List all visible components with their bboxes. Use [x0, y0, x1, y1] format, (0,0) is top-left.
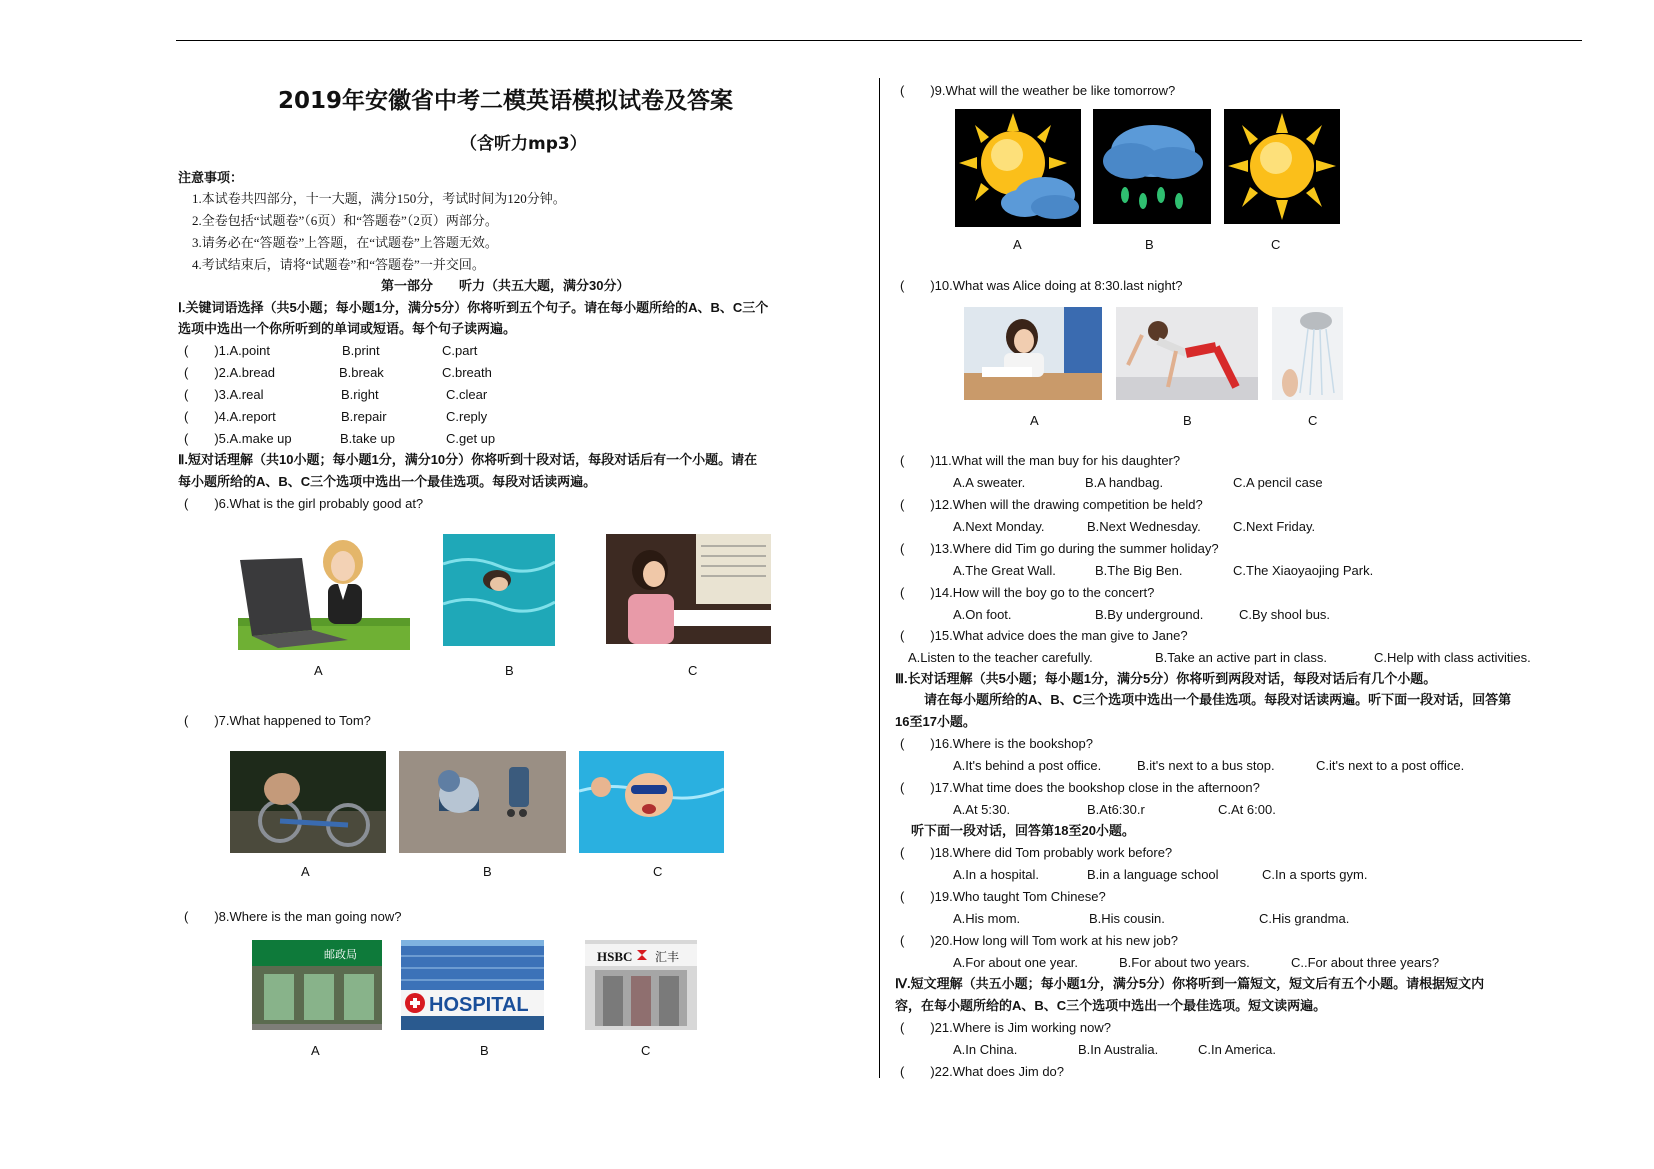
option-a: A.It's behind a post office. — [953, 758, 1102, 773]
girl-laptop-image — [238, 538, 410, 650]
option-b: B.His cousin. — [1089, 911, 1165, 926]
caption-c: C — [1308, 413, 1318, 428]
hospital-image — [401, 940, 544, 1030]
question-13: ( )13.Where did Tim go during the summer holiday? — [900, 541, 1219, 556]
option-a: A.The Great Wall. — [953, 563, 1056, 578]
note-item: 4.考试结束后，请将“试题卷”和“答题卷”一并交回。 — [192, 257, 485, 272]
question-7: ( )7.What happened to Tom? — [184, 713, 371, 728]
section1-instructions: Ⅰ.关键词语选择（共5小题；每小题1分，满分5分）你将听到五个句子。请在每小题所给的A、B、C三个 — [178, 300, 769, 315]
question-17: ( )17.What time does the bookshop close in the afternoon? — [900, 780, 1260, 795]
option-c: C.In a sports gym. — [1262, 867, 1368, 882]
part1-heading: 第一部分 听力（共五大题，满分30分） — [381, 278, 630, 293]
option-c: C.The Xiaoyaojing Park. — [1233, 563, 1374, 578]
sun-cloud-icon — [955, 109, 1081, 227]
option-c: C.Next Friday. — [1233, 519, 1316, 534]
caption-c: C — [653, 864, 663, 879]
caption-c: C — [1271, 237, 1281, 252]
caption-a: A — [311, 1043, 320, 1058]
caption-b: B — [483, 864, 492, 879]
option-b: B.in a language school — [1087, 867, 1219, 882]
caption-b: B — [480, 1043, 489, 1058]
question-20: ( )20.How long will Tom work at his new job? — [900, 933, 1178, 948]
note-item: 2.全卷包括“试题卷”（6页）和“答题卷”（2页）两部分。 — [192, 213, 498, 228]
option-c: C.breath — [442, 365, 492, 380]
option-b: B.take up — [340, 431, 395, 446]
section2-instructions: Ⅱ.短对话理解（共10小题；每小题1分，满分10分）你将听到十段对话，每段对话后有一个小题。请在 — [178, 452, 758, 467]
note-item: 1.本试卷共四部分，十一大题，满分150分，考试时间为120分钟。 — [192, 191, 566, 206]
option-b: B.break — [339, 365, 384, 380]
swimming-image — [443, 534, 555, 646]
caption-b: B — [1145, 237, 1154, 252]
question-19: ( )19.Who taught Tom Chinese? — [900, 889, 1106, 904]
option-a: A.A sweater. — [953, 475, 1026, 490]
question-6: ( )6.What is the girl probably good at? — [184, 496, 424, 511]
section3-instructions: 16至17小题。 — [895, 714, 976, 729]
option-a: A.Next Monday. — [953, 519, 1045, 534]
shower-image — [1272, 307, 1343, 400]
option-b: B.it's next to a bus stop. — [1137, 758, 1275, 773]
option-b: B.Next Wednesday. — [1087, 519, 1201, 534]
question-8: ( )8.Where is the man going now? — [184, 909, 402, 924]
option-b: B.In Australia. — [1078, 1042, 1159, 1057]
option-a: A.His mom. — [953, 911, 1021, 926]
studying-girl-image — [964, 307, 1102, 400]
option-b: B.At6:30.r — [1087, 802, 1145, 817]
bike-accident-image — [230, 751, 386, 853]
dancing-image — [1116, 307, 1258, 400]
question-9: ( )9.What will the weather be like tomorrow? — [900, 83, 1176, 98]
section3-instructions: 请在每小题所给的A、B、C三个选项中选出一个最佳选项。每段对话读两遍。听下面一段对话，回答第 — [924, 692, 1512, 707]
caption-c: C — [688, 663, 698, 678]
section4-instructions: Ⅳ.短文理解（共五小题；每小题1分，满分5分）你将听到一篇短文，短文后有五个小题。请根据短文内 — [895, 976, 1485, 991]
question-11: ( )11.What will the man buy for his daughter? — [900, 453, 1181, 468]
option-a: A.For about one year. — [953, 955, 1079, 970]
section3-instructions: Ⅲ.长对话理解（共5小题；每小题1分，满分5分）你将听到两段对话，每段对话后有几个小题。 — [895, 671, 1437, 686]
option-c: C.it's next to a post office. — [1316, 758, 1465, 773]
section4-instructions: 容，在每小题所给的A、B、C三个选项中选出一个最佳选项。短文读两遍。 — [895, 998, 1327, 1013]
option-b: B.A handbag. — [1085, 475, 1164, 490]
option-c: C.clear — [446, 387, 488, 402]
option-c: C..For about three years? — [1291, 955, 1440, 970]
skating-fall-image — [399, 751, 566, 853]
option-a: A.In a hospital. — [953, 867, 1039, 882]
option-a: A.In China. — [953, 1042, 1018, 1057]
piano-girl-image — [606, 534, 771, 644]
caption-a: A — [1013, 237, 1022, 252]
question-15: ( )15.What advice does the man give to Jane? — [900, 628, 1188, 643]
option-b: B.The Big Ben. — [1095, 563, 1183, 578]
option-b: B.Take an active part in class. — [1155, 650, 1327, 665]
question-2: ( )2.A.bread — [184, 365, 276, 380]
option-c: C.His grandma. — [1259, 911, 1350, 926]
question-5: ( )5.A.make up — [184, 431, 292, 446]
caption-c: C — [641, 1043, 651, 1058]
note-item: 3.请务必在“答题卷”上答题，在“试题卷”上答题无效。 — [192, 235, 498, 250]
post-office-image — [252, 940, 382, 1030]
section2-instructions: 每小题所给的A、B、C三个选项中选出一个最佳选项。每段对话读两遍。 — [178, 474, 597, 489]
option-a: A.On foot. — [953, 607, 1012, 622]
question-3: ( )3.A.real — [184, 387, 264, 402]
option-b: B.repair — [341, 409, 387, 424]
option-b: B.print — [342, 343, 380, 358]
question-16: ( )16.Where is the bookshop? — [900, 736, 1093, 751]
post-office-sign: 邮政局 — [324, 948, 357, 961]
option-c: C.reply — [446, 409, 488, 424]
question-1: ( )1.A.point — [184, 343, 270, 358]
column-divider — [879, 78, 880, 1078]
question-18: ( )18.Where did Tom probably work before? — [900, 845, 1173, 860]
section1-instructions: 选项中选出一个你所听到的单词或短语。每个句子读两遍。 — [178, 321, 517, 336]
caption-b: B — [505, 663, 514, 678]
question-10: ( )10.What was Alice doing at 8:30.last night? — [900, 278, 1183, 293]
question-22: ( )22.What does Jim do? — [900, 1064, 1065, 1079]
option-c: C.A pencil case — [1233, 475, 1323, 490]
question-14: ( )14.How will the boy go to the concert? — [900, 585, 1155, 600]
caption-b: B — [1183, 413, 1192, 428]
question-12: ( )12.When will the drawing competition be held? — [900, 497, 1203, 512]
option-c: C.get up — [446, 431, 496, 446]
question-4: ( )4.A.report — [184, 409, 276, 424]
caption-a: A — [314, 663, 323, 678]
hsbc-bank-image — [585, 940, 697, 1030]
caption-a: A — [301, 864, 310, 879]
rain-cloud-icon — [1093, 109, 1211, 224]
page-title: 2019年安徽省中考二模英语模拟试卷及答案 — [278, 88, 734, 114]
hsbc-sign: HSBC — [597, 949, 633, 964]
option-b: B.By underground. — [1095, 607, 1204, 622]
top-rule — [176, 40, 1582, 41]
sun-icon — [1224, 109, 1340, 224]
option-c: C.At 6:00. — [1218, 802, 1276, 817]
caption-a: A — [1030, 413, 1039, 428]
page-subtitle: （含听力mp3） — [460, 134, 587, 154]
notes-heading: 注意事项： — [178, 170, 244, 185]
section3-instructions: 听下面一段对话，回答第18至20小题。 — [911, 823, 1135, 838]
option-b: B.right — [341, 387, 379, 402]
hospital-sign: HOSPITAL — [429, 994, 529, 1016]
hsbc-chinese-sign: 汇丰 — [655, 950, 680, 964]
option-c: C.In America. — [1198, 1042, 1277, 1057]
option-a: A.At 5:30. — [953, 802, 1011, 817]
question-21: ( )21.Where is Jim working now? — [900, 1020, 1111, 1035]
option-a: A.Listen to the teacher carefully. — [908, 650, 1093, 665]
option-b: B.For about two years. — [1119, 955, 1250, 970]
option-c: C.Help with class activities. — [1374, 650, 1531, 665]
pool-kid-image — [579, 751, 724, 853]
option-c: C.part — [442, 343, 478, 358]
option-c: C.By shool bus. — [1239, 607, 1331, 622]
